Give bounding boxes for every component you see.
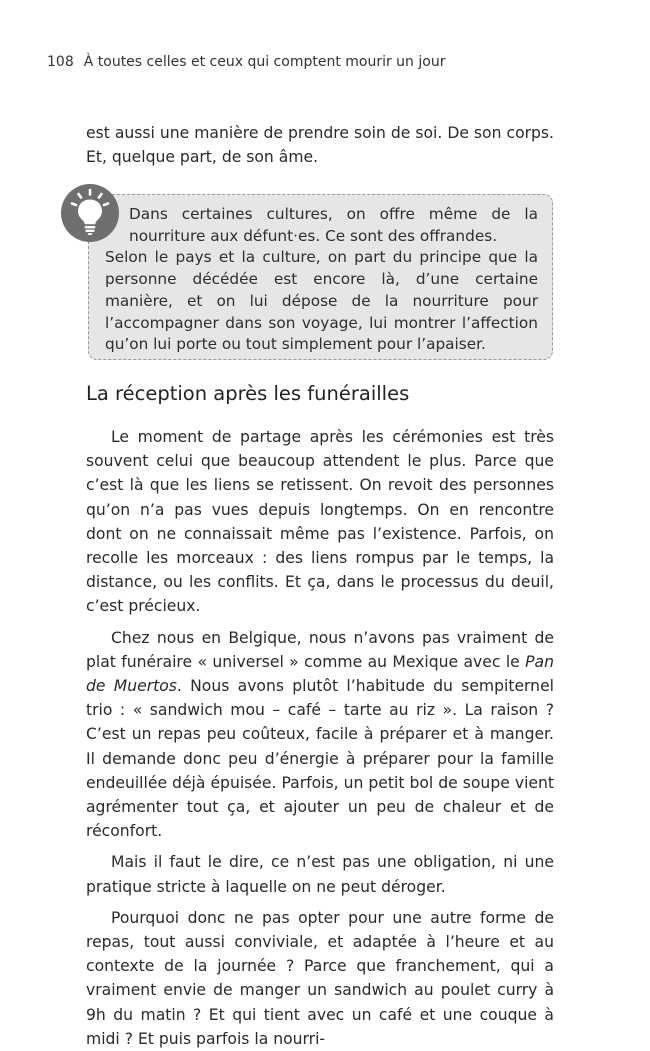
body-paragraph: Mais il faut le dire, ce n’est pas une obligation, ni une pratique stricte à laquelle on ne peut déroger. [86, 853, 554, 896]
body-paragraph: Le moment de partage après les cérémonies est très souvent celui que beaucoup attendent le plus. Parce que c’est là que les liens se retissent. On revoit des personnes qu’on n’a pas vues depuis longtemps. On en rencontre dont on ne connaissait même pas l’existence. Parfois, on recolle les morceaux : des liens rompus par le temps, la distance, ou les conflits. Et ça, dans le processus du deuil, c’est précieux. [86, 428, 554, 616]
section-title: La réception après les funérailles [86, 382, 410, 405]
callout-lead: Dans certaines cultures, on offre même de la nourriture aux défunt·es. Ce sont des offrandes. [129, 205, 538, 245]
body-paragraph: Pourquoi donc ne pas opter pour une autre forme de repas, tout aussi conviviale, et adaptée à l’heure et au contexte de la journée ? Parce que franchement, qui a vraiment envie de manger un sandwich au poulet curry à 9h du matin ? Et qui tient avec un café et une couque à midi ? Et puis parfois la nourri- [86, 908, 554, 1048]
lightbulb-icon [61, 184, 119, 242]
running-title: À toutes celles et ceux qui comptent mourir un jour [83, 54, 446, 70]
dish-name-italic: Pan de Muertos [86, 652, 554, 696]
body-paragraph-text: . Nous avons plutôt l’habitude du sempiternel trio : « sandwich mou – café – tarte au riz ». La raison ? C’est un repas peu coûteux, facile à préparer et à manger. Il demande donc peu d’énergie à préparer pour la famille endeuillée déjà épuisée. Parfois, un petit bol de soupe vient agrémenter tout ça, et ajouter un peu de chaleur et de réconfort. [86, 677, 554, 841]
body-text-block [86, 425, 554, 1051]
page-number: 108 [47, 54, 74, 70]
callout-text [105, 204, 538, 356]
info-callout-box [88, 194, 553, 360]
intro-paragraph-block [86, 121, 554, 169]
body-paragraph [86, 626, 554, 844]
body-paragraph-text: Chez nous en Belgique, nous n’avons pas vraiment de plat funéraire « universel » comme au Mexique avec le [86, 628, 554, 671]
running-header [47, 54, 445, 70]
callout-body: Selon le pays et la culture, on part du principe que la personne décédée est encore là, d’une certaine manière, et on lui dépose de la nourriture pour l’accompagner dans son voyage, lui montrer l’affection qu’on lui porte ou tout simplement pour l’apaiser. [105, 248, 538, 354]
intro-paragraph: est aussi une manière de prendre soin de soi. De son corps. Et, quelque part, de son âme. [86, 124, 554, 167]
